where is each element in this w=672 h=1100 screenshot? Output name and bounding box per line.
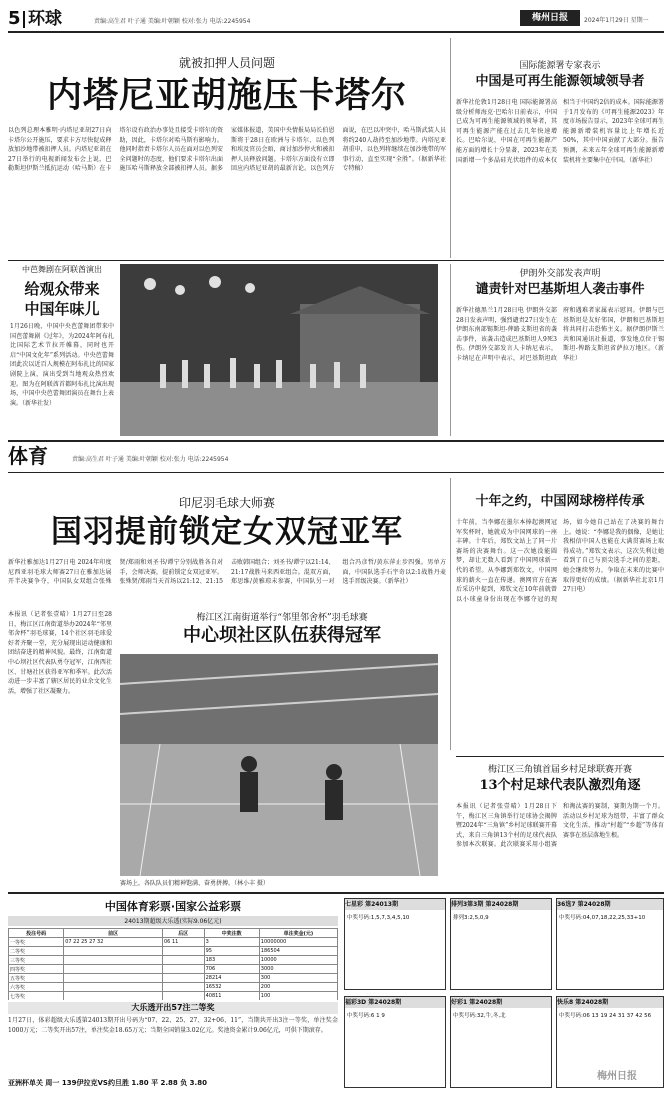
- table-cell: 七等奖: [9, 992, 64, 1001]
- community-kicker: 梅江区江南街道举行“邻里邻舍杯”羽毛球赛: [196, 613, 368, 623]
- community-headline: 中心坝社区队伍获得冠军: [183, 625, 381, 646]
- table-cell: 六等奖: [9, 983, 64, 992]
- lottery-top-rule: [8, 892, 664, 894]
- tennis-body: 十年前，当李娜在墨尔本捧起澳网冠军奖杯时，她就成为中国网球的一座丰碑。十年后，郑钦文站上了同一片赛场的决赛舞台。这一次她没能圆梦，却让无数人看到了中国网球新一代的希望。从李娜到郑钦文，中国网球的薪火一直在传递。澳网官方在赛后采访中提到，郑钦文在10年前就曾以小球童身份出现在李娜夺冠的现场，如今她自己站在了决赛的舞台上。她说：“李娜是我的偶像，是她让我相信中国人也能在大满贯赛场上取得成功。”郑钦文表示，这次失利让她看到了自己与顶尖选手之间的差距，她会继续努力，争取在未来的比赛中取得更好的成绩。（据新华社北京1月27日电）: [456, 519, 664, 603]
- gala-headline-2: 中国年味儿: [24, 300, 100, 318]
- lottery-card-title: 好彩1 第24028期: [451, 997, 551, 1008]
- football-headline: 13个村足球代表队激烈角逐: [479, 778, 641, 793]
- table-cell: 四等奖: [9, 965, 64, 974]
- lottery-card-line: 排列3:2,5,0,9: [453, 915, 489, 921]
- section-title: 环球: [28, 9, 62, 29]
- lottery-card: [450, 898, 552, 990]
- table-cell: 二等奖: [9, 947, 64, 956]
- paper-name: 梅州日报: [531, 13, 568, 23]
- article-pakistan: [456, 266, 664, 436]
- lottery-card-line: 中奖号码:06 13 19 24 31 37 42 56: [559, 1013, 652, 1019]
- pakistan-headline: 谴责针对巴基斯坦人袭击事件: [475, 282, 645, 297]
- table-cell: 706: [204, 965, 259, 974]
- issue-date: 2024年1月29日 星期一: [584, 17, 649, 24]
- pakistan-kicker: 伊朗外交部发表声明: [519, 269, 601, 279]
- sports-section-title: 体育: [8, 444, 48, 468]
- gala-headline-1: 给观众带来: [24, 280, 100, 298]
- gala-photo-scene: [120, 264, 438, 436]
- col-header: 单注奖金(元): [259, 929, 337, 938]
- divider-h2: [456, 756, 664, 757]
- article-community: [8, 610, 446, 890]
- sports-staff-line: 责编:高生君 叶子通 美编:叶朝颖 校对:张力 电话:2245954: [72, 456, 229, 463]
- col-header: 中奖注数: [204, 929, 259, 938]
- table-cell: [64, 947, 163, 956]
- energy-headline: 中国是可再生能源领域领导者: [475, 74, 645, 89]
- badminton-body: 新华社雅加达1月27日电 2024年印度尼西亚羽毛球大师赛27日在雅加达展开半决赛争夺，中国队女双组合张殊贤/郑雨和刘圣书/谭宁分别战胜各自对手，会师决赛，提前锁定女双冠亚军。张殊贤/郑雨当天首场以21:12、21:15击败韩国组合；刘圣书/谭宁以21:14、21:17战胜马来西亚组合。混双方面，郑思维/黄雅琼未参赛，中国队另一对组合冯彦哲/黄东萍止步四强。男单方面，中国队选手石宇奇以2:1战胜丹麦选手晋级决赛。（新华社）: [8, 559, 446, 586]
- masthead: [8, 8, 664, 30]
- table-cell: 186504: [259, 947, 337, 956]
- lottery-card-line: 中奖号码:6 1 9: [347, 1013, 385, 1019]
- table-cell: [163, 992, 205, 1001]
- lottery-section: [8, 896, 664, 1094]
- table-cell: 3: [204, 938, 259, 947]
- table-cell: 183: [204, 956, 259, 965]
- lottery-card-line: 中奖号码:04,07,18,22,25,33+10: [559, 915, 646, 921]
- lottery-table: [8, 928, 338, 1000]
- table-cell: 3000: [259, 965, 337, 974]
- lottery-card-title: 36选7 第24028期: [557, 899, 663, 910]
- table-cell: 一等奖: [9, 938, 64, 947]
- badminton-headline: 国羽提前锁定女双冠亚军: [51, 514, 403, 550]
- divider-v1: [450, 38, 451, 258]
- lottery-footer: 亚洲杯单关 周一 139伊拉克VS约旦胜 1.80 平 2.88 负 3.80: [8, 1079, 207, 1087]
- table-cell: [64, 983, 163, 992]
- table-row: [9, 965, 338, 974]
- tennis-headline: 十年之约，中国网球榜样传承: [475, 494, 645, 509]
- col-header: 前区: [64, 929, 163, 938]
- lottery-card-title: 福彩3D 第24028期: [345, 997, 445, 1008]
- lottery-card: [556, 996, 664, 1088]
- table-row: [9, 956, 338, 965]
- sports-masthead-rule: [8, 472, 664, 473]
- sports-top-rule: [8, 440, 664, 442]
- table-cell: [64, 965, 163, 974]
- masthead-rule: [8, 31, 664, 33]
- table-cell: [163, 983, 205, 992]
- community-photo-caption: 赛场上，各队队员们精神饱满、奋勇拼搏。（林小丰 摄）: [120, 880, 269, 887]
- page-number: 5: [8, 8, 21, 29]
- hostage-headline: 内塔尼亚胡施压卡塔尔: [46, 75, 407, 116]
- lottery-note: 1月27日，体彩超级大乐透第24013期开出号码为“07、22、25、27、32+06、11”，当期共开出3注一等奖，单注奖金1000万元；二等奖开出57注，单注奖金18.65万元；当期全国销量3.02亿元。奖池资金累计9.06亿元，可供下期滚存。: [8, 1017, 338, 1034]
- lottery-card-title: 七星彩 第24013期: [345, 899, 445, 910]
- article-badminton: [8, 478, 446, 608]
- pakistan-body: 新华社德黑兰1月28日电 伊朗外交部28日发表声明，强烈谴责27日发生在伊朗东南部锡斯坦-俾路支斯坦省的袭击事件，该袭击造成巴基斯坦人9死3伤。伊朗外交部发言人卡纳尼表示，卡纳尼在声明中表示，对巴基斯坦政府和遇难者家属表示慰问。伊朗与巴基斯坦是友好邻国，伊朗和巴基斯坦将共同打击恐怖主义。据伊朗伊斯兰共和国通讯社报道，事发地点位于锡斯坦-俾路支斯坦省萨拉万地区。（新华社）: [456, 307, 664, 362]
- page-number-divider: [23, 11, 25, 28]
- divider-v2: [450, 264, 451, 436]
- table-cell: [64, 956, 163, 965]
- lottery-table-wrap: [8, 928, 338, 1000]
- article-gala: [8, 264, 446, 436]
- table-cell: 28214: [204, 974, 259, 983]
- divider-v3: [450, 478, 451, 750]
- article-energy: [456, 58, 664, 258]
- table-cell: 三等奖: [9, 956, 64, 965]
- table-cell: 95: [204, 947, 259, 956]
- article-hostage: [8, 38, 446, 258]
- table-cell: [163, 947, 205, 956]
- lottery-card: [344, 996, 446, 1088]
- lottery-card-title: 快乐8 第24028期: [557, 997, 663, 1008]
- table-cell: 07 22 25 27 32: [64, 938, 163, 947]
- table-cell: 06 11: [163, 938, 205, 947]
- table-row: [9, 947, 338, 956]
- table-cell: 10000: [259, 956, 337, 965]
- football-body: 本报讯（记者张壹晴）1月28日下午，梅江区三角镇举行足球协会揭牌暨2024年“三角镇”乡村足球联赛开幕式，来自三角镇13个村的足球代表队参加本次联赛。此次联赛采用小组赛和淘汰赛的赛制，赛期为期一个月。活动以乡村足球为纽带，丰富了群众文化生活，推动“村超”“乡超”等体育赛事在基层落地生根。: [456, 803, 664, 849]
- lottery-banner: 中国体育彩票·国家公益彩票: [104, 900, 242, 913]
- col-header: 投注号码: [9, 929, 64, 938]
- table-cell: [64, 992, 163, 1001]
- table-cell: 40811: [204, 992, 259, 1001]
- community-body: 本报讯（记者张壹晴）1月27日至28日，梅江区江南街道举办2024年“邻里邻舍杯”羽毛球赛，14个社区羽毛球爱好者齐聚一堂，充分展现出运动健康和团结奋进的精神风貌。最终，江南街道中心坝社区代表队勇夺冠军，江南西社区、甘塘社区获得亚军和季军。此次活动进一步丰富了辖区居民的业余文化生活，增强了社区凝聚力。: [8, 611, 112, 695]
- table-cell: [64, 974, 163, 983]
- community-photo-scene: [120, 654, 438, 876]
- staff-line: 责编:高生君 叶子通 美编:叶朝颖 校对:张力 电话:2245954: [94, 18, 251, 25]
- article-football: [456, 762, 664, 888]
- table-cell: 300: [259, 974, 337, 983]
- badminton-kicker: 印尼羽毛球大师赛: [178, 496, 275, 510]
- article-tennis: [456, 492, 664, 748]
- hostage-body: 以色列总理本雅明·内塔尼亚胡27日向卡塔尔公开施压，要求卡方尽快促成释放加沙地带被扣押人员。内塔尼亚胡在27日举行的电视新闻发布会上说，巴勒斯坦伊斯兰抵抗运动（哈马斯）在卡塔尔设有政治办事处且接受卡塔尔的资助，因此，卡塔尔对哈马斯有影响力。他同时指责卡塔尔人员在面对以色列安全问题时的态度，他们要求卡塔尔出面施压哈马斯释放全部被扣押人员。据多家媒体报道，美国中央情报局局长伯恩斯将于28日在欧洲与卡塔尔、以色列和埃及官员会晤，商讨加沙停火和被扣押人员释放问题。卡塔尔方面没有立即回应内塔尼亚胡的最新言论。以色列方面说，在巴以冲突中，哈马斯武装人员将约240人劫持至加沙地带。内塔尼亚胡重申，以色列将继续在加沙地带的军事行动，直至实现“全胜”。（据新华社专特稿）: [8, 127, 446, 173]
- energy-body: 新华社伦敦1月28日电 国际能源署高级分析师海克·巴哈尔日前表示，中国已成为可再生能源领域的领导者，其可再生能源产能在过去几年快速增长。巴哈尔说，中国在可再生能源产能方面的增长十分显著，2023年在美国新增一个多晶硅光伏组件的成本仅相当于中国约2倍的成本。国际能源署于1月发布的《可再生能源2023》年度市场报告显示，2023年全球可再生能源新增装机容量比上年增长近50%，其中中国贡献了大部分。报告预测，未来五年全球可再生能源新增装机将主要集中在中国。（新华社）: [456, 99, 664, 164]
- football-kicker: 梅江区三角镇首届乡村足球联赛开赛: [487, 765, 632, 775]
- paper-logo: [520, 10, 580, 26]
- table-cell: 200: [259, 983, 337, 992]
- table-cell: [163, 956, 205, 965]
- energy-kicker: 国际能源署专家表示: [519, 61, 601, 71]
- community-photo: [120, 654, 438, 876]
- lottery-card: [450, 996, 552, 1088]
- table-cell: 10000000: [259, 938, 337, 947]
- table-cell: [163, 965, 205, 974]
- lottery-subbanner: 大乐透开出57注二等奖: [8, 1002, 338, 1014]
- col-header: 后区: [163, 929, 205, 938]
- gala-kicker: 中芭舞剧在阿联酋演出: [22, 265, 102, 274]
- lottery-table-caption: 24013期超级大乐透(实际9.06亿元): [8, 916, 338, 926]
- table-row: [9, 983, 338, 992]
- divider-h1: [8, 260, 664, 261]
- lottery-card-line: 中奖号码:32,牛,冬,北: [453, 1013, 506, 1019]
- table-cell: 五等奖: [9, 974, 64, 983]
- lottery-card: [556, 898, 664, 990]
- table-row: [9, 974, 338, 983]
- table-cell: [163, 974, 205, 983]
- lottery-table-header: [9, 929, 338, 938]
- gala-body: 1月26日晚，中国中央芭蕾舞团带来中国芭蕾舞剧《过年》，为2024年阿布扎比国际艺术节拉开帷幕，同时也开启“中国文化年”系列活动。中央芭蕾舞团此次以近百人规模在阿布扎比的国家剧院上演，演出受到当地观众热烈欢迎。图为在阿联酋首都阿布扎比演出现场，中国中央芭蕾舞团演员在舞台上表演。（新华社发）: [10, 323, 114, 407]
- gala-photo: [120, 264, 438, 436]
- lottery-card-line: 中奖号码:1,5,7,3,4,5,10: [347, 915, 410, 921]
- table-cell: 16532: [204, 983, 259, 992]
- table-row: [9, 938, 338, 947]
- lottery-card-title: 排列3第3期 第24028期: [451, 899, 551, 910]
- table-cell: 100: [259, 992, 337, 1001]
- table-row: [9, 992, 338, 1001]
- hostage-kicker: 就被扣押人员问题: [178, 56, 275, 70]
- lottery-card: [344, 898, 446, 990]
- watermark: 梅州日报: [597, 1071, 637, 1082]
